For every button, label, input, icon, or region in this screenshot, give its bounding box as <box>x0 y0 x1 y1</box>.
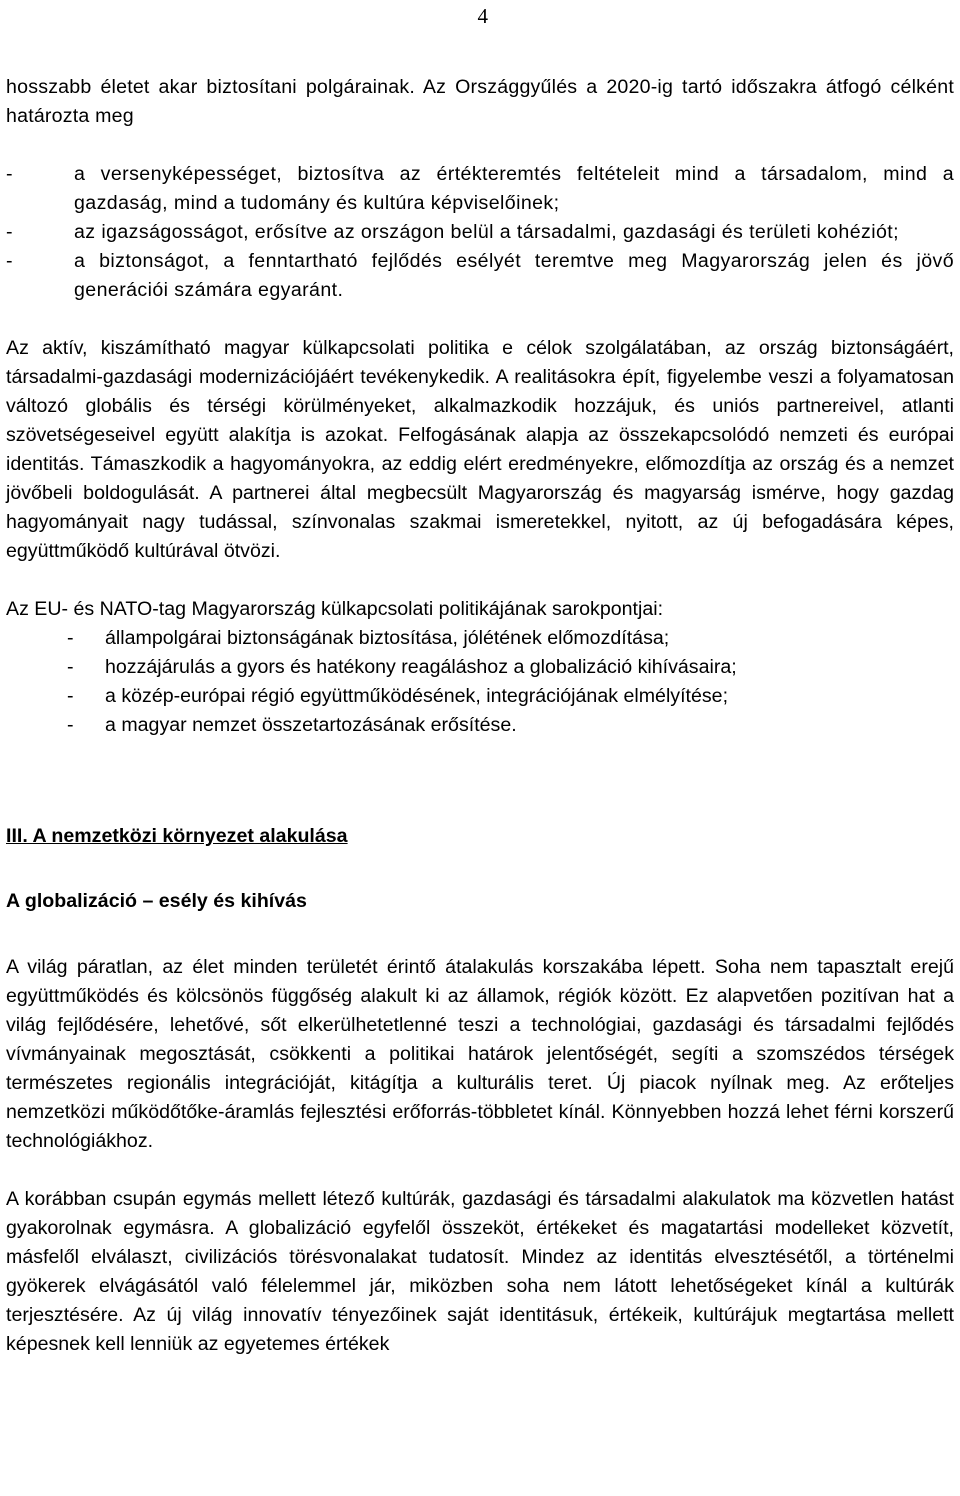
page-number: 4 <box>477 4 488 28</box>
cornerstone-item <box>6 653 954 682</box>
dash-marker: - <box>67 685 74 707</box>
cornerstone-text: a magyar nemzet összetartozásának erősítése. <box>105 714 517 736</box>
dash-marker: - <box>6 163 13 185</box>
cornerstone-text: állampolgárai biztonságának biztosítása, jólétének előmozdítása; <box>105 627 670 649</box>
dash-marker: - <box>67 627 74 649</box>
globalization-paragraph-2: A korábban csupán egymás mellett létező kultúrák, gazdasági és társadalmi alakulatok ma közvetlen hatást gyakorolnak egymásra. A globalizáció egyfelől összeköt, értékeket és magatartási modelleket közvetít, másfelől elválaszt, civilizációs törésvonalakat tudatosít. Mindez az identitás elvesztésétől, a történelmi gyökerek elvágásától való félelemmel jár, miközben soha nem látott lehetőségeket kínál a kultúrák terjesztésére. Az új világ innovatív tényezőinek saját identitásuk, értékeik, kultúrájuk megtartása mellett képesnek kell lenniük az egyetemes értékek <box>6 1188 954 1355</box>
goal-text: a biztonságot, a fenntartható fejlődés esélyét teremtve meg Magyarország jelen és jövő generációi számára egyaránt. <box>74 250 954 301</box>
dash-marker: - <box>6 221 13 243</box>
spacer <box>6 851 954 880</box>
cornerstones-intro: Az EU- és NATO-tag Magyarország külkapcsolati politikájának sarokpontjai: <box>6 598 664 620</box>
cornerstone-text: a közép-európai régió együttműködésének, integrációjának elmélyítése; <box>105 685 729 707</box>
spacer <box>6 566 954 595</box>
cornerstone-item <box>6 682 954 711</box>
dash-marker: - <box>6 250 13 272</box>
globalization-paragraph-1: A világ páratlan, az élet minden területét érintő átalakulás korszakába lépett. Soha nem tapasztalt erejű együttműködés és kölcsönös függőség alakult ki az államok, régiók között. Ez alapvetően pozitívan hat a világ fejlődésére, lehetővé, sőt elkerülhetetlenné teszi a technológiai, gazdasági és társadalmi fejlődés vívmányainak megosztását, csökkenti a politikai határok jelentőségét, segíti a szomszédos térségek természetes regionális integrációját, kitágítja a kulturális teret. Új piacok nyílnak meg. Az erőteljes nemzetközi működőtőke-áramlás fejlesztési erőforrás-többletet kínál. Könnyebben hozzá lehet férni korszerű technológiákhoz. <box>6 956 954 1152</box>
spacer <box>6 916 954 945</box>
spacer <box>6 131 954 160</box>
cornerstone-text: hozzájárulás a gyors és hatékony reagáláshoz a globalizáció kihívásaira; <box>105 656 737 678</box>
subsection-heading: A globalizáció – esély és kihívás <box>6 890 307 912</box>
goal-text: az igazságosságot, erősítve az országon belül a társadalmi, gazdasági és területi kohéziót; <box>74 221 899 243</box>
cornerstones-list <box>6 624 954 740</box>
section-heading: III. A nemzetközi környezet alakulása <box>6 825 348 847</box>
goals-list <box>6 160 954 305</box>
goal-item <box>6 160 954 218</box>
spacer <box>6 945 954 953</box>
policy-paragraph: Az aktív, kiszámítható magyar külkapcsolati politika e célok szolgálatában, az ország biztonságáért, társadalmi-gazdasági modernizációjáért tevékenykedik. A realitásokra épít, figyelembe veszi a folyamatosan változó globális és térségi körülményeket, alkalmazkodik hozzájuk, és uniós partnereivel, atlanti szövetségeseivel együtt alakítja is azokat. Felfogásának alapja az összekapcsolódó nemzeti és európai identitás. Támaszkodik a hagyományokra, az eddig elért eredményekre, előmozdítja az ország és a nemzet jövőbeli boldogulását. A partnerei által megbecsült Magyarország és magyarság ismérve, hogy gazdag hagyományait nagy tudással, színvonalas szakmai ismeretekkel, nyitott, az új befogadására képes, együttműködő kultúrával ötvözi. <box>6 337 954 562</box>
goal-item <box>6 218 954 247</box>
spacer <box>6 740 954 822</box>
cornerstone-item <box>6 711 954 740</box>
dash-marker: - <box>67 656 74 678</box>
cornerstone-item <box>6 624 954 653</box>
goal-item <box>6 247 954 305</box>
dash-marker: - <box>67 714 74 736</box>
spacer <box>6 305 954 334</box>
spacer <box>6 1156 954 1185</box>
page-content <box>6 73 954 1359</box>
intro-paragraph: hosszabb életet akar biztosítani polgárainak. Az Országgyűlés a 2020-ig tartó időszakra átfogó célként határozta meg <box>6 76 954 127</box>
spacer <box>6 880 954 887</box>
goal-text: a versenyképességet, biztosítva az értékteremtés feltételeit mind a társadalom, mind a gazdaság, mind a tudomány és kultúra képviselőinek; <box>74 163 954 214</box>
